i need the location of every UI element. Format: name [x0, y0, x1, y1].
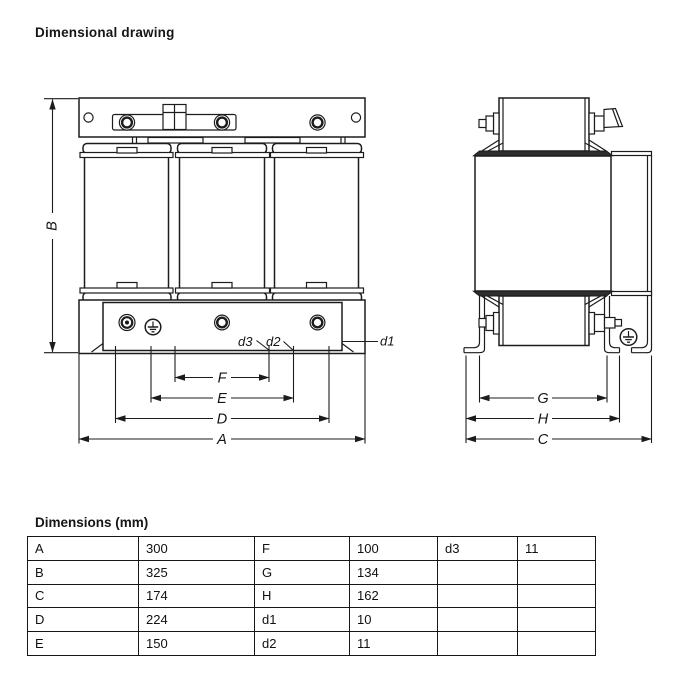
dimensions-table-title: Dimensions (mm)	[35, 515, 149, 530]
dim-key-cell	[438, 608, 518, 632]
dim-label-E: E	[217, 391, 227, 407]
dim-value-cell: 10	[350, 608, 438, 632]
top-right-bolt-clamp	[589, 109, 623, 135]
dim-value-cell	[518, 560, 596, 584]
dim-value-cell: 325	[139, 560, 255, 584]
dim-value-cell: 134	[350, 560, 438, 584]
winding-cylinders	[80, 144, 364, 303]
dim-key-cell: G	[255, 560, 350, 584]
side-extension-lines	[466, 356, 652, 444]
dim-key-cell: H	[255, 584, 350, 608]
top-tab	[612, 152, 652, 156]
table-row	[28, 584, 596, 608]
dim-value-cell	[518, 632, 596, 656]
table-row	[28, 608, 596, 632]
dim-label-D: D	[216, 411, 228, 428]
dim-key-cell: d1	[255, 608, 350, 632]
side-top-block	[479, 98, 623, 152]
dim-key-cell	[438, 584, 518, 608]
dim-label-G: G	[537, 391, 549, 407]
base-hole	[215, 315, 230, 330]
dim-key-cell: B	[28, 560, 139, 584]
dim-key-cell	[438, 632, 518, 656]
dim-value-cell: 100	[350, 537, 438, 561]
dim-key-cell	[438, 560, 518, 584]
top-left-bolt	[479, 113, 499, 134]
dim-value-cell: 11	[518, 537, 596, 561]
terminal-bar	[79, 98, 365, 144]
bottom-tab	[612, 292, 652, 296]
dimension-D	[116, 411, 330, 428]
dimensions-table	[27, 536, 596, 656]
dim-value-cell: 300	[139, 537, 255, 561]
dim-key-cell: F	[255, 537, 350, 561]
side-body	[475, 156, 611, 291]
dim-value-cell	[518, 608, 596, 632]
dimension-C	[466, 431, 652, 448]
bottom-right-bolt	[589, 313, 622, 335]
base-hole	[310, 315, 325, 330]
front-view	[44, 98, 394, 448]
side-view	[464, 98, 652, 448]
dimension-H	[466, 411, 620, 428]
dim-value-cell	[518, 584, 596, 608]
dimension-G	[480, 390, 608, 407]
top-flange	[474, 151, 613, 156]
dim-key-cell: d3	[438, 537, 518, 561]
mounting-hole	[351, 113, 360, 122]
dimension-F	[175, 370, 269, 387]
dim-value-cell: 150	[139, 632, 255, 656]
dim-label-B: B	[44, 221, 61, 231]
base	[79, 300, 365, 354]
dim-key-cell: C	[28, 584, 139, 608]
dim-key-cell: E	[28, 632, 139, 656]
table-row	[28, 632, 596, 656]
dimension-A	[79, 431, 365, 448]
dim-key-cell: D	[28, 608, 139, 632]
dim-label-C: C	[537, 432, 549, 448]
dimension-B	[44, 99, 78, 353]
side-bottom-block	[481, 296, 607, 346]
dim-label-d3: d3	[238, 334, 253, 349]
dim-label-d1: d1	[380, 333, 395, 349]
dim-value-cell: 11	[350, 632, 438, 656]
table-row	[28, 560, 596, 584]
dimension-E	[151, 390, 294, 407]
bottom-left-bolt	[479, 313, 499, 335]
dim-label-F: F	[217, 370, 227, 387]
dim-key-cell: A	[28, 537, 139, 561]
dim-key-cell: d2	[255, 632, 350, 656]
table-row	[28, 537, 596, 561]
rear-bracket	[632, 156, 652, 353]
pe-ground-icon	[620, 329, 637, 346]
dim-value-cell: 174	[139, 584, 255, 608]
mounting-hole	[84, 113, 93, 122]
dim-label-A: A	[217, 432, 227, 448]
dim-value-cell: 224	[139, 608, 255, 632]
dim-label-d2: d2	[266, 334, 281, 349]
dim-value-cell: 162	[350, 584, 438, 608]
base-washer-hole	[119, 315, 135, 331]
dim-label-H: H	[537, 411, 549, 428]
page-title: Dimensional drawing	[35, 25, 175, 40]
